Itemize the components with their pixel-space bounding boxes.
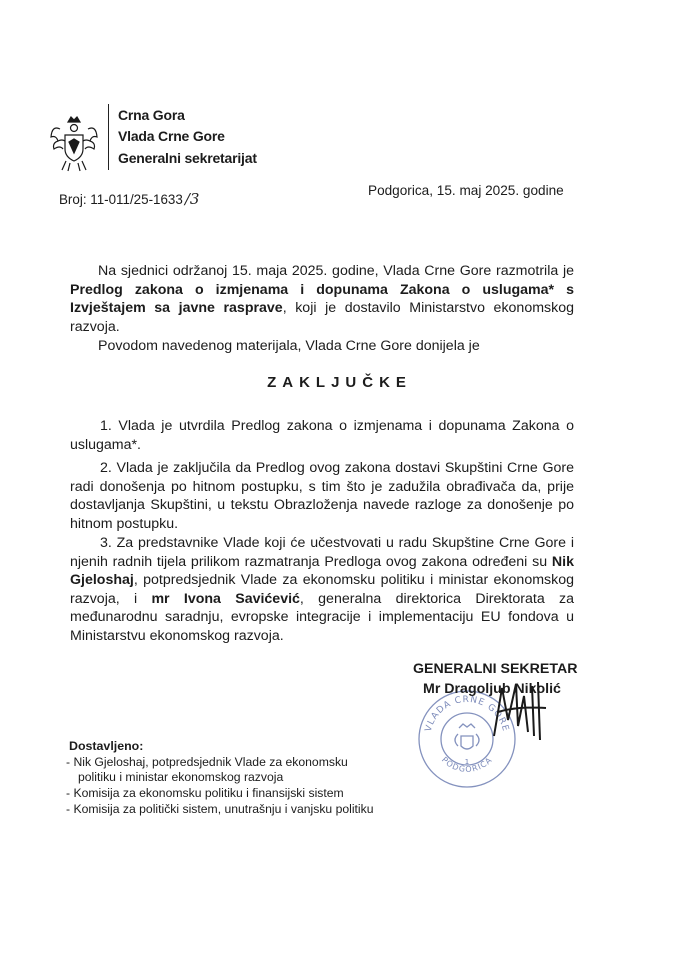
conclusion-item-1: 1. Vlada je utvrdila Predlog zakona o izmjenama i dopunama Zakona o uslugama*.: [70, 418, 574, 453]
item3-name-2: mr Ivona Savićević: [151, 590, 300, 607]
intro-text-a: Na sjednici održanoj 15. maja 2025. godine, Vlada Crne Gore razmotrila je: [98, 263, 574, 279]
intro-paragraph-2: Povodom navedenog materijala, Vlada Crne Gore donijela je: [98, 338, 480, 354]
distribution-item-2: - Komisija za ekonomsku politiku i finansijski sistem: [66, 786, 344, 800]
stamp-bottom-text: PODGORICA: [439, 755, 495, 774]
item3-name-1: Nik Gjeloshaj: [70, 553, 574, 588]
header-divider: [108, 104, 109, 170]
item3-text-c: , generalna direktorica Direktorata za međunarodnu saradnju, evropske integracije i implementaciju EU fondova u Ministarstvu ekonomskog razvoja.: [70, 590, 574, 644]
header-government: Vlada Crne Gore: [118, 128, 225, 144]
stamp-number: 1: [464, 758, 470, 766]
intro-bold-title: Predlog zakona o izmjenama i dopunama Zakona o uslugama* s Izvještajem sa javne rasprave: [70, 281, 574, 316]
distribution-item-1: - Nik Gjeloshaj, potpredsjednik Vlade za ekonomsku: [66, 755, 348, 769]
stamp-top-text: VLADA CRNE GORE: [423, 694, 511, 733]
place-date: Podgorica, 15. maj 2025. godine: [368, 183, 564, 198]
item3-text-b: , potpredsjednik Vlade za ekonomsku politiku i ministar ekonomskog razvoja, i: [70, 572, 574, 607]
conclusions-heading: ZAKLJUČKE: [267, 374, 412, 391]
conclusion-item-2: 2. Vlada je zaključila da Predlog ovog zakona dostavi Skupštini Crne Gore radi donošenja po hitnom postupku, s tim što je zadužila obrađivača da, prije dostavljanja Skupštini, u tekstu Obrazloženja navede razloge za donošenje po hitnom postupku.: [70, 460, 574, 532]
header-office: Generalni sekretarijat: [118, 150, 257, 166]
header-country: Crna Gora: [118, 107, 185, 123]
distribution-title: Dostavljeno:: [69, 739, 144, 753]
reference-number: [59, 190, 199, 208]
distribution-item-3: - Komisija za politički sistem, unutrašnju i vanjsku politiku: [66, 802, 374, 816]
coat-of-arms-icon: [48, 115, 100, 173]
item3-text-a: 3. Za predstavnike Vlade koji će učestvovati u radu Skupštine Crne Gore i njenih radnih tijela prilikom razmatranja Predloga ovog zakona određeni su: [70, 535, 574, 570]
signature-name: Mr Dragoljub Nikolić: [423, 681, 561, 697]
intro-text-b: , koji je dostavilo Ministarstvo ekonomskog razvoja.: [70, 300, 574, 335]
distribution-item-1-cont: politiku i ministar ekonomskog razvoja: [78, 770, 284, 784]
conclusion-item-3: [70, 534, 574, 645]
handwritten-suffix: /3: [184, 190, 200, 208]
handwritten-signature: [488, 676, 552, 746]
intro-paragraph: [70, 262, 574, 336]
signature-title: GENERALNI SEKRETAR: [413, 661, 578, 677]
reference-number-text: Broj: 11-011/25-1633: [59, 192, 183, 207]
